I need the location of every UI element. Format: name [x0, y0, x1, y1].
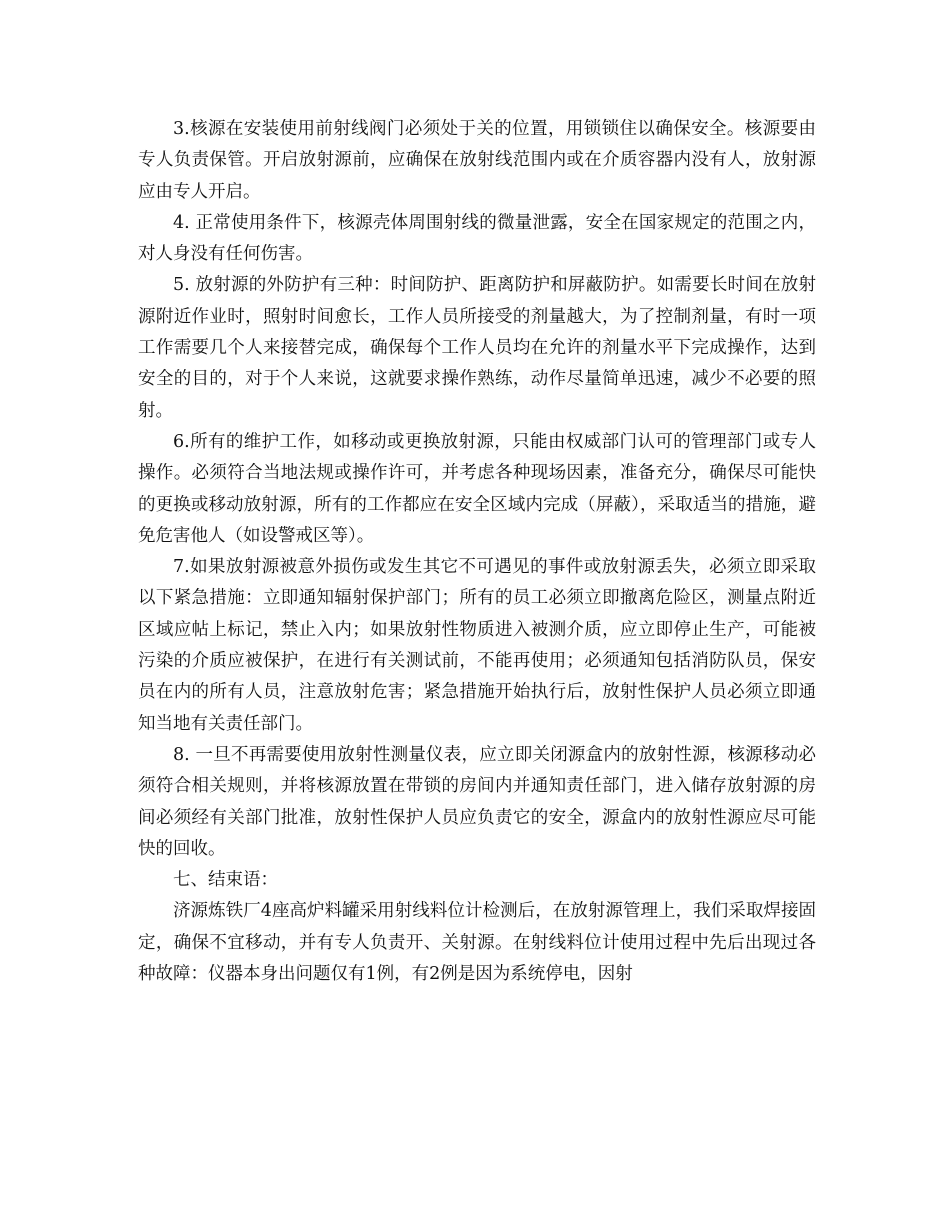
paragraph-item-7: 7.如果放射源被意外损伤或发生其它不可遇见的事件或放射源丢失，必须立即采取以下紧急措施：立即通知辐射保护部门；所有的员工必须立即撤离危险区，测量点附近区域应帖上标记，禁止入内；如果放射性物质进入被测介质，应立即停止生产，可能被污染的介质应被保护，在进行有关测试前，不能再使用；必须通知包括消防队员，保安员在内的所有人员，注意放射危害；紧急措施开始执行后，放射性保护人员必须立即通知当地有关责任部门。: [138, 557, 816, 734]
document-body: [138, 114, 816, 990]
paragraph-item-3: 3.核源在安装使用前射线阀门必须处于关的位置，用锁锁住以确保安全。核源要由专人负责保管。开启放射源前，应确保在放射线范围内或在介质容器内没有人，放射源应由专人开启。: [138, 119, 816, 202]
paragraph-item-4: 4. 正常使用条件下，核源壳体周围射线的微量泄露，安全在国家规定的范围之内，对人身没有任何伤害。: [138, 212, 816, 265]
section-heading: 七、结束语：: [173, 870, 278, 891]
paragraph-item-6: 6.所有的维护工作，如移动或更换放射源，只能由权威部门认可的管理部门或专人操作。必须符合当地法规或操作许可，并考虑各种现场因素，准备充分，确保尽可能快的更换或移动放射源，所有的工作都应在安全区域内完成（屏蔽），采取适当的措施，避免危害他人（如设警戒区等）。: [138, 431, 816, 546]
paragraph-item-8: 8. 一旦不再需要使用放射性测量仪表，应立即关闭源盒内的放射性源，核源移动必须符合相关规则，并将核源放置在带锁的房间内并通知责任部门，进入储存放射源的房间必须经有关部门批准，放射性保护人员应负责它的安全，源盒内的放射性源应尽可能快的回收。: [138, 744, 816, 859]
closing-paragraph: 济源炼铁厂4座高炉料罐采用射线料位计检测后，在放射源管理上，我们采取焊接固定，确保不宜移动，并有专人负责开、关射源。在射线料位计使用过程中先后出现过各种故障：仪器本身出问题仅有1例，有2例是因为系统停电，因射: [138, 901, 816, 985]
paragraph-item-5: 5. 放射源的外防护有三种：时间防护、距离防护和屏蔽防护。如需要长时间在放射源附近作业时，照射时间愈长，工作人员所接受的剂量越大，为了控制剂量，有时一项工作需要几个人来接替完成，确保每个工作人员均在允许的剂量水平下完成操作，达到安全的目的，对于个人来说，这就要求操作熟练，动作尽量简单迅速，减少不必要的照射。: [138, 275, 816, 421]
